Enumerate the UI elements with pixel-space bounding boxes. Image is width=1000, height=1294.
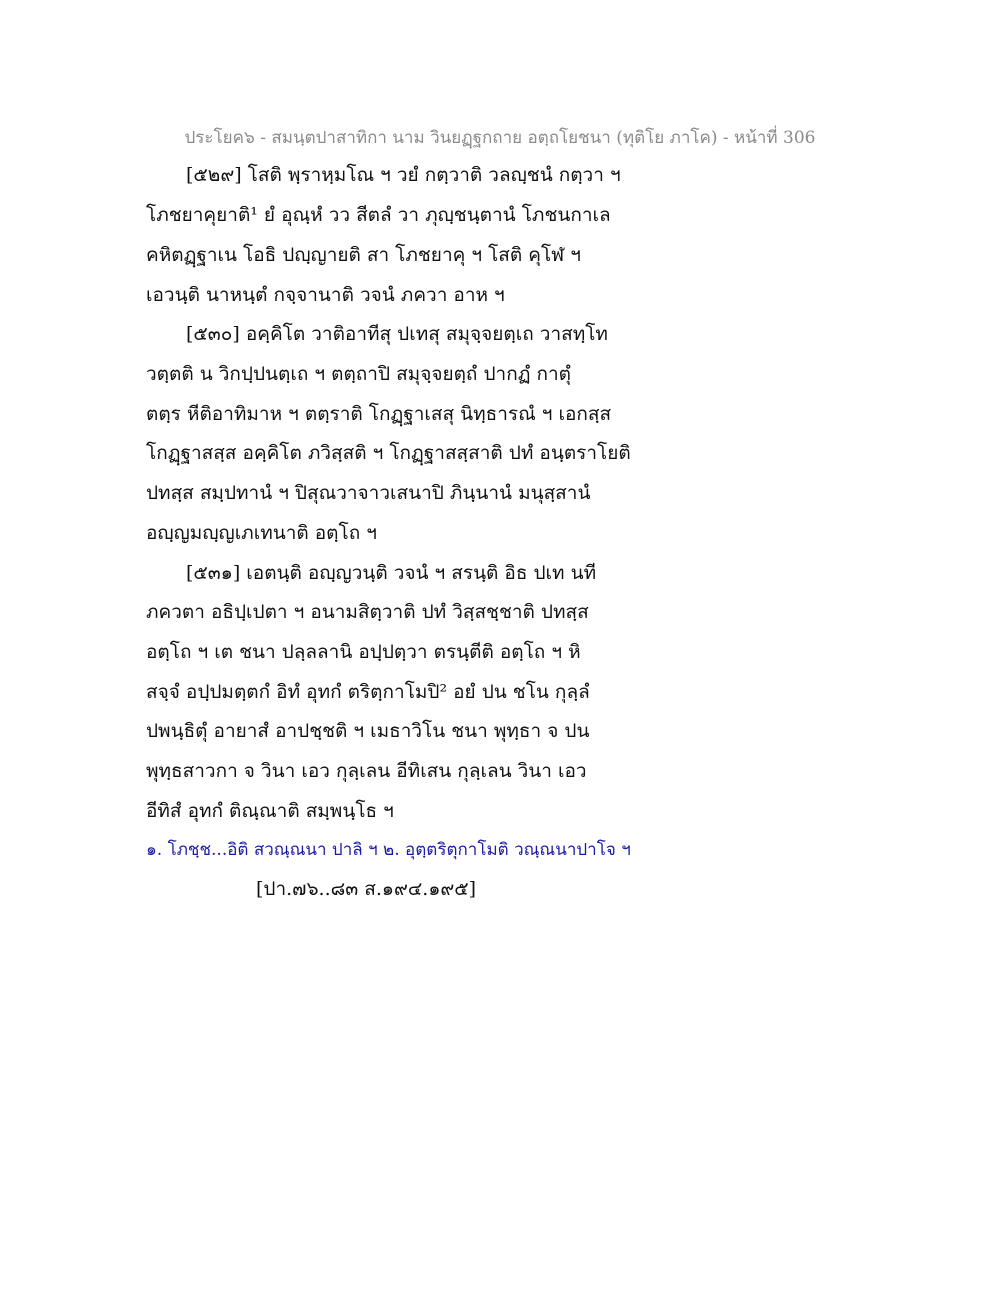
text-line: พุทฺธสาวกา จ วินา เอว กุลฺเลน อีทิเสน กุลฺเลน วินา เอว [146,760,587,782]
text-line: ภควตา อธิปฺเปตา ฯ อนามสิตฺวาติ ปทํ วิสฺสชฺชาติ ปทสฺส [146,601,589,623]
page-reference: [ปา.๗๖..๘๓ ส.๑๙๔.๑๙๕] [256,878,477,900]
text-line: [๕๒๙] โสติ พฺราหฺมโณ ฯ วยํ กตฺวาติ วลญฺชนํ กตฺวา ฯ [186,164,621,186]
text-line: อญฺญมญฺญเภเทนาติ อตฺโถ ฯ [146,522,377,544]
text-line: โภชยาคุยาติ¹ ยํ อุณฺหํ วว สีตลํ วา ภุญฺชนฺตานํ โภชนกาเล [146,204,611,226]
text-line: ตตฺร หีติอาทิมาห ฯ ตตฺราติ โกฏฺฐาเสสุ นิทฺธารณํ ฯ เอกสฺส [146,403,612,425]
text-line: อีทิสํ อุทกํ ติณฺณาติ สมฺพนฺโธ ฯ [146,800,394,822]
text-line: คหิตฏฺฐาเน โอธิ ปญฺญายติ สา โภชยาคุ ฯ โสติ คุโฬ ฯ [146,244,581,266]
text-line: เอวนฺติ นาหนฺตํ กจฺจานาติ วจนํ ภควา อาห ฯ [146,284,505,306]
text-line: [๕๓๑] เอตนฺติ อญฺญวนฺติ วจนํ ฯ สรนฺติ อิธ ปเท นที [186,562,597,584]
text-line: โกฏฺฐาสสฺส อคฺคิโต ภวิสฺสติ ฯ โกฏฺฐาสสฺสาติ ปทํ อนฺตราโยติ [146,442,631,464]
text-line: วตฺตติ น วิกปฺปนตฺเถ ฯ ตตฺถาปิ สมุจฺจยตฺถํ ปากฏํ กาตุํ [146,363,572,385]
text-line: ปทสฺส สมฺปทานํ ฯ ปิสุณวาจาวเสนาปิ ภินฺนานํ มนุสฺสานํ [146,482,591,504]
text-line: [๕๓๐] อคฺคิโต วาติอาทีสุ ปเทสุ สมุจฺจยตฺเถ วาสทฺโท [186,323,608,345]
footnote: ๑. โภชฺช...อิติ สวณฺณนา ปาลิ ฯ ๒. อุตฺตริตุกาโมติ วณฺณนาปาโจ ฯ [146,840,631,860]
text-line: อตฺโถ ฯ เต ชนา ปลฺลลานิ อปฺปตฺวา ตรนฺตีติ อตฺโถ ฯ หิ [146,641,581,663]
page-header: ประโยค๖ - สมนฺตปาสาทิกา นาม วินยฏฺฐกถาย อตฺถโยชนา (ทุติโย ภาโค) - หน้าที่ 306 [184,128,816,148]
text-line: สจฺจํ อปฺปมตฺตกํ อิทํ อุทกํ ตริตฺกาโมปิ² อยํ ปน ชโน กุลฺลํ [146,681,590,703]
text-line: ปพนฺธิตุํ อายาสํ อาปชฺชติ ฯ เมธาวิโน ชนา พุทฺธา จ ปน [146,720,590,742]
